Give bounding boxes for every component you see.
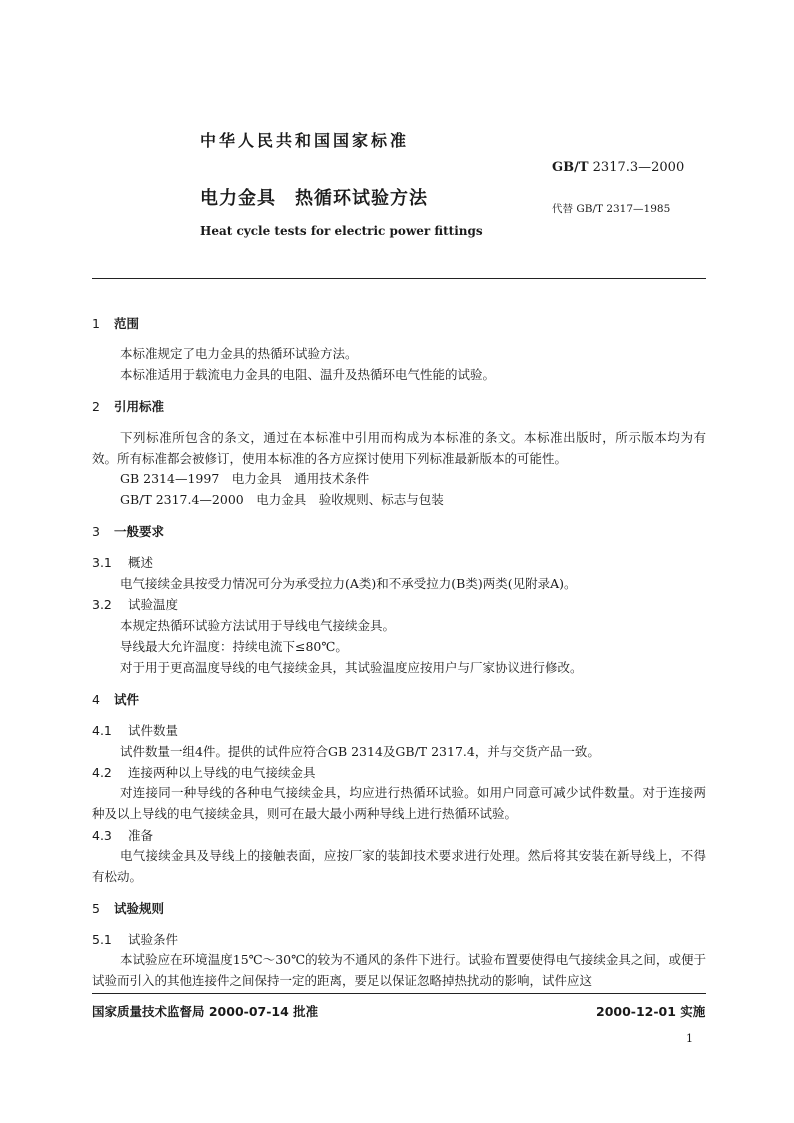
subsection-5-1-heading: 5.1 试验条件 xyxy=(92,932,179,947)
section-2-paragraph: 下列标准所包含的条文，通过在本标准中引用而构成为本标准的条文。本标准出版时，所示版本均为有效。所有标准都会被修订，使用本标准的各方应探讨使用下列标准最新版本的可能性。 xyxy=(92,430,706,466)
effective-date: 2000-12-01 实施 xyxy=(596,1004,706,1019)
section-5-heading: 5 试验规则 xyxy=(92,901,165,916)
subsection-3-1-heading: 3.1 概述 xyxy=(92,555,154,570)
standard-number-prefix: GB/T xyxy=(552,160,589,175)
subsection-4-2-heading: 4.2 连接两种以上导线的电气接续金具 xyxy=(92,765,316,780)
reference-2: GB/T 2317.4—2000 电力金具 验收规则、标志与包装 xyxy=(120,492,444,507)
replaces-note: 代替 GB/T 2317—1985 xyxy=(552,203,671,215)
approval-note: 国家质量技术监督局 2000-07-14 批准 xyxy=(92,1004,319,1019)
english-title: Heat cycle tests for electric power fittings xyxy=(200,224,483,238)
subsection-3-1-line: 电气接续金具按受力情况可分为承受拉力(A类)和不承受拉力(B类)两类(见附录A)。 xyxy=(120,576,577,591)
reference-1: GB 2314—1997 电力金具 通用技术条件 xyxy=(120,471,370,486)
standard-number-value: 2317.3—2000 xyxy=(588,160,685,175)
section-1-line-2: 本标准适用于载流电力金具的电阻、温升及热循环电气性能的试验。 xyxy=(120,367,496,382)
subsection-4-1-heading: 4.1 试件数量 xyxy=(92,723,179,738)
subsection-4-3-heading: 4.3 准备 xyxy=(92,828,154,843)
subsection-4-3-paragraph: 电气接续金具及导线上的接触表面，应按厂家的装卸技术要求进行处理。然后将其安装在新导线上，不得有松动。 xyxy=(92,848,706,884)
page-number: 1 xyxy=(686,1032,693,1045)
section-2-heading: 2 引用标准 xyxy=(92,399,165,414)
section-3-heading: 3 一般要求 xyxy=(92,524,165,539)
subsection-3-2-line-2: 导线最大允许温度：持续电流下≤80℃。 xyxy=(120,639,348,654)
section-1-heading: 1 范围 xyxy=(92,316,140,331)
header-divider xyxy=(92,278,706,279)
national-standard-title: 中华人民共和国国家标准 xyxy=(200,131,410,150)
subsection-3-2-line-3: 对于用于更高温度导线的电气接续金具，其试验温度应按用户与厂家协议进行修改。 xyxy=(120,660,583,675)
document-title: 电力金具 热循环试验方法 xyxy=(200,188,428,209)
subsection-3-2-line-1: 本规定热循环试验方法试用于导线电气接续金具。 xyxy=(120,618,396,633)
standard-number xyxy=(552,160,684,175)
section-4-heading: 4 试件 xyxy=(92,692,140,707)
section-1-line-1: 本标准规定了电力金具的热循环试验方法。 xyxy=(120,346,358,361)
subsection-3-2-heading: 3.2 试验温度 xyxy=(92,597,179,612)
subsection-4-1-line: 试件数量一组4件。提供的试件应符合GB 2314及GB/T 2317.4，并与交货产品一致。 xyxy=(120,744,600,759)
footer-divider xyxy=(92,993,706,994)
subsection-5-1-paragraph: 本试验应在环境温度15℃～30℃的较为不通风的条件下进行。试验布置要使得电气接续金具之间，或便于试验而引入的其他连接件之间保持一定的距离，要足以保证忽略掉热扰动的影响，试件应这 xyxy=(92,952,706,988)
subsection-4-2-paragraph: 对连接同一种导线的各种电气接续金具，均应进行热循环试验。如用户同意可减少试件数量。对于连接两种及以上导线的电气接续金具，则可在最大最小两种导线上进行热循环试验。 xyxy=(92,785,706,821)
